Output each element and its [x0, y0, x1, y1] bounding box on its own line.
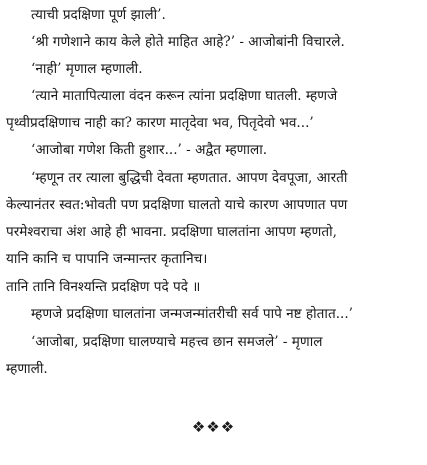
text-line: यानि कानि च पापानि जन्मान्तर कृतानिच।	[6, 251, 208, 267]
text-line: तानि तानि विनश्यन्ति प्रदक्षिण पदे पदे ॥	[6, 279, 201, 295]
text-line: ‘आजोबा गणेश किती हुशार...’ - अद्वैत म्हणाला.	[31, 142, 268, 158]
text-line: ‘म्हणून तर त्याला बुद्धिची देवता म्हणतात. आपण देवपूजा, आरती	[31, 170, 348, 186]
text-line: ‘श्री गणेशाने काय केले होते माहित आहे?’ - आजोबांनी विचारले.	[31, 34, 345, 50]
text-line: म्हणजे प्रदक्षिणा घालतांना जन्मजन्मांतरीची सर्व पापे नष्ट होतात...’	[31, 306, 353, 322]
text-line: त्याची प्रदक्षिणा पूर्ण झाली’.	[31, 7, 166, 23]
section-ornament: ❖❖❖	[191, 418, 236, 436]
text-line: म्हणाली.	[6, 361, 48, 377]
text-line: ‘आजोबा, प्रदक्षिणा घालण्याचे महत्त्व छान समजले’ - मृणाल	[31, 334, 323, 350]
text-line: परमेश्वराचा अंश आहे ही भावना. प्रदक्षिणा घालतांना आपण म्हणतो,	[6, 224, 337, 240]
text-line: केल्यानंतर स्वत:भोवती पण प्रदक्षिणा घालतो याचे कारण आपणात पण	[6, 197, 348, 213]
text-line: ‘त्याने मातापित्याला वंदन करून त्यांना प्रदक्षिणा घातली. म्हणजे	[31, 88, 338, 104]
text-line: ‘नाही’ मृणाल म्हणाली.	[31, 61, 143, 77]
text-line: पृथ्वीप्रदक्षिणाच नाही का? कारण मातृदेवा भव, पितृदेवो भव...’	[6, 115, 314, 131]
